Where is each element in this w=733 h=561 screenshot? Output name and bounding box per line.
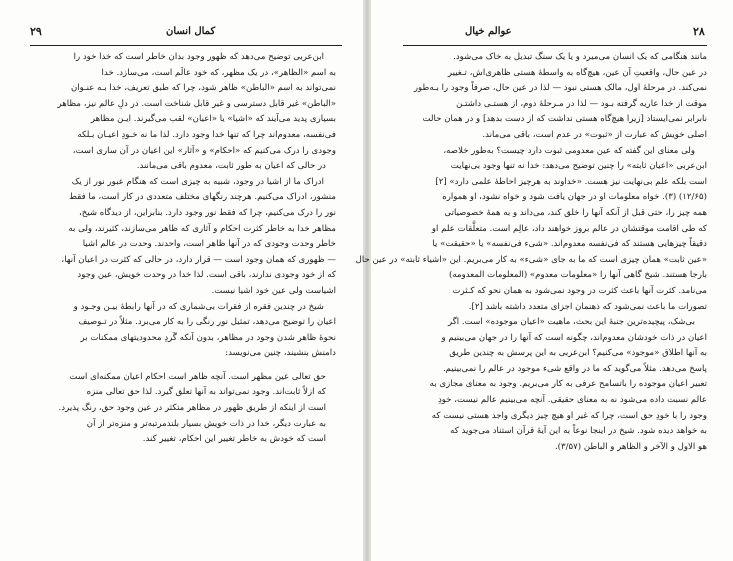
text-line: فی‌نفسه، معدوم‌اند چرا که تنها خدا وجود دارد. لذا ما نه خـودِ اعیـان بـلکه <box>77 129 336 140</box>
text-line: بارجا هستند. شیخ گاهی آنها را «معلومات معدوم» (المعلومات المعدومه) <box>449 270 707 281</box>
text-line: تصورات ما باعث نمی‌شود که ذهنمان اجزای متعدد داشته باشد [۲]. <box>468 301 707 312</box>
text-line: پاسخ می‌دهد. مثلاً می‌گوید که ما در واقع شیء موجود در عالم را نمی‌بینیم. <box>442 363 707 374</box>
quote-line: حق تعالی عین مظهر است. آنچه ظاهر است احکام اعیان ممکنه‌ای است <box>69 371 326 382</box>
text-line: ادراک ما از اشیا در وجود، شبیه به چیزی است که هنگام عبور نور از یک <box>71 176 324 187</box>
book-gutter <box>363 0 371 561</box>
left-header-rule <box>30 45 342 46</box>
text-line: اصلی خویش که عبارت از «ثبوت» در عدم است، باقی می‌ماند. <box>482 129 707 140</box>
text-line: اشیاست ولی عین خود اشیا نیست. <box>211 285 336 296</box>
quote-line: که ازلاً ثابت‌اند. وجود نمی‌تواند به آنها تعلق گیرد. لذا حق تعالی منزه <box>86 387 326 398</box>
text-line: شیخ در چندین فقره از فقرات بی‌شماری که در آنها رابطهٔ بیـن وجـود و <box>73 301 324 312</box>
text-line: بی‌شک، پیچیده‌ترین جنبهٔ این بحث، ماهیت «اعیان موجوده» است. اگر <box>447 317 695 328</box>
text-line: نحوهٔ ظاهر شدن وجود در مظاهر، بدون آنکه گَردِ محدودیتهای ممکنات بر <box>80 332 336 343</box>
quote-line: است که خودش به خاطر تغییر این احکام، تغییر کند. <box>142 434 326 445</box>
text-line: اعیان را توضیح می‌دهد، تمثیل نور رنگی را به کار می‌برد. مثلاً در تـوصیف <box>78 317 336 328</box>
right-page <box>355 0 733 561</box>
text-line: نمی‌کند. در مرحلهٔ اول، مالک هستی نبود — لذا در عین حال، صرفاً وجود را بـه‌طور <box>413 83 707 94</box>
right-header-rule <box>403 45 707 46</box>
left-page-number: ۲۹ <box>30 25 42 38</box>
paragraph-gap <box>40 362 336 370</box>
text-line: بسیاری پدید می‌آیند که «اشیا» یا «اعیان» لقب می‌گیرند. ایـن مظاهر <box>90 114 336 125</box>
text-line: تعبیر اعیان موجوده را باتسامح عرفی به کار می‌بریم. وجود به معنای مجازی به <box>429 379 707 390</box>
quote-line: به عبارت دیگر، خدا در ذات خویش بسیار بلندمرتبه‌تر و منزه‌تر از آن <box>86 418 326 429</box>
text-line: اعیان در ذات خودشان معدوم‌اند، چگونه است که آنها را در جهان می‌بینیم و <box>441 332 707 343</box>
text-line: — ظهوری که همان وجود است — قرار دارد، در حالی که کثرت در اعیان آنها، <box>61 254 336 265</box>
text-line: موقت از خدا عاریه گرفته بـود — لذا در مـرحلهٔ دوم، از هستـی داشتـن <box>456 98 707 109</box>
text-line: به خواهد دیده شود. شیخ در اینجا نوعاً به این آیهٔ قرآن استناد می‌جوید که <box>450 426 707 437</box>
text-line: ابن‌عربی «اعیان ثابته» را چنین توضیح می‌دهد: خدا نه تنها وجود بی‌نهایت <box>450 161 707 172</box>
text-line: در عین حال، واقعیتِ آن عین، هیچ‌گاه به واسطهٔ هستی ظاهری‌اش، تـغییر <box>447 67 707 78</box>
text-line: به آنها اطلاق «موجود» می‌کنیم؟ ابن‌عربی به این پرسش به چندین طریق <box>449 348 707 359</box>
left-body-text <box>40 50 336 448</box>
right-body-text <box>355 50 707 455</box>
text-line: وجود را با خودِ حق است، چرا که غیر او هیچ چیز دیگری واجد هستی نیست که <box>431 410 707 421</box>
text-line: وجودی را درک می‌کنیم که «احکام» و «آثار» این اعیان در آن ساری است، <box>72 145 336 156</box>
right-running-head: عوالم خیال <box>465 26 512 37</box>
text-line: عالم نسبت داده می‌شود نه به معنای حقیقی. آنچه می‌بینیم عالم نیست، خودِ <box>437 395 707 406</box>
text-line: می‌نامد. کثرت آنها باعث کثرت در وجود نمی‌شود به همان نحو که کـثرت <box>452 285 707 296</box>
text-line: همه چیز را، حتی قبل از آنکه آنها را خلق کند، می‌داند و به همهٔ خصوصیاتی <box>444 207 707 218</box>
text-line: دقیقاً چیزهایی هستند که فی‌نفسه معدوم‌اند. «شیء فی‌نفسه» یا «حقیقت» یا <box>432 239 707 250</box>
text-line: ابن‌عربی توضیح می‌دهد که ظهور وجود بدان خاطر است که خدا خود را <box>73 52 324 62</box>
right-page-number: ۲۸ <box>693 25 705 38</box>
text-line: (۱۲/۶۵) (۳). خواه معلومات او در جهان یافت شود و خواه نشود، او همواره <box>442 192 707 203</box>
text-line: که از خود وجودی ندارند، باقی است. لذا خدا در وحدت خویش، عین وجود <box>77 270 336 281</box>
text-line: خاطر وحدت وجودی که در آنها ظاهر است، واحدند. وحدت در عالم اشیا <box>82 239 336 250</box>
text-line: مظاهر خدا به خاطر کثرت احکام و آثاری که ظاهر می‌سازند، کثیرند، ولی به <box>68 223 336 234</box>
text-line: دامنش بنشیند، چنین می‌نویسد: <box>225 348 336 359</box>
text-line: نمی‌تواند به اسم «الباطن» ظاهر شود، چرا که طبق تعریف، خدا بـه عنـوان <box>70 83 336 94</box>
text-line: نور را درک می‌کنیم، چرا که فقط نور وجود دارد. بنابراین، از دیدگاه شیخ، <box>78 207 336 218</box>
text-line: که طی اقامت موقتشان در عالم بروز خواهند داد، عالِم است. متعلَّقات علم او <box>431 223 707 234</box>
text-line: نابرابر نمی‌ایستاد [زیرا هیچ‌گاه هستی نداشت که از دست بدهد] و در همان حالت <box>422 114 707 125</box>
text-line: است بلکه علم بی‌نهایت نیز هست. «خداوند به هرچیز احاطهٔ علمی دارد» [۲] <box>435 176 707 187</box>
text-line: به اسم «الظاهر»، در یک مظهر، که خود عالَم است، می‌سازد. خدا <box>101 67 336 78</box>
text-line: مانند هنگامی که یک انسان می‌میرد و یا یک سنگ تبدیل به خاک می‌شود. <box>453 52 707 62</box>
text-line: «عین ثابت» همان چیزی است که ما به جای «شیء» به کار می‌بریم. این «اشیاء ثابته» در عین حال <box>355 254 707 265</box>
quote-line: است از اینکه از طریق ظهور در مظاهر متکثر در عین وجود حق، رنگ پذیرد. <box>58 403 326 414</box>
text-line: در حالی که اعیان به طور ثابت، معدوم باقی می‌مانند. <box>136 161 326 172</box>
text-line: «الباطن» غیر قابل دسترسی و غیر قابل شناخت است. در دلِ عالم نیز، مظاهر <box>57 98 336 109</box>
left-running-head: کمال انسان <box>166 26 216 37</box>
text-line: منشور، ادراک می‌کنیم. هرچند رنگهای مختلف متعددی در کار است، ما فقط <box>69 192 336 203</box>
left-page <box>0 0 363 561</box>
text-line: ولی معنای این گفته که عین معدومی ثبوت دارد چیست؟ به‌طور خلاصه، <box>443 145 695 156</box>
text-line: هو الاول و الآخر و الظاهر و الباطن (۳/۵۷). <box>554 441 707 452</box>
